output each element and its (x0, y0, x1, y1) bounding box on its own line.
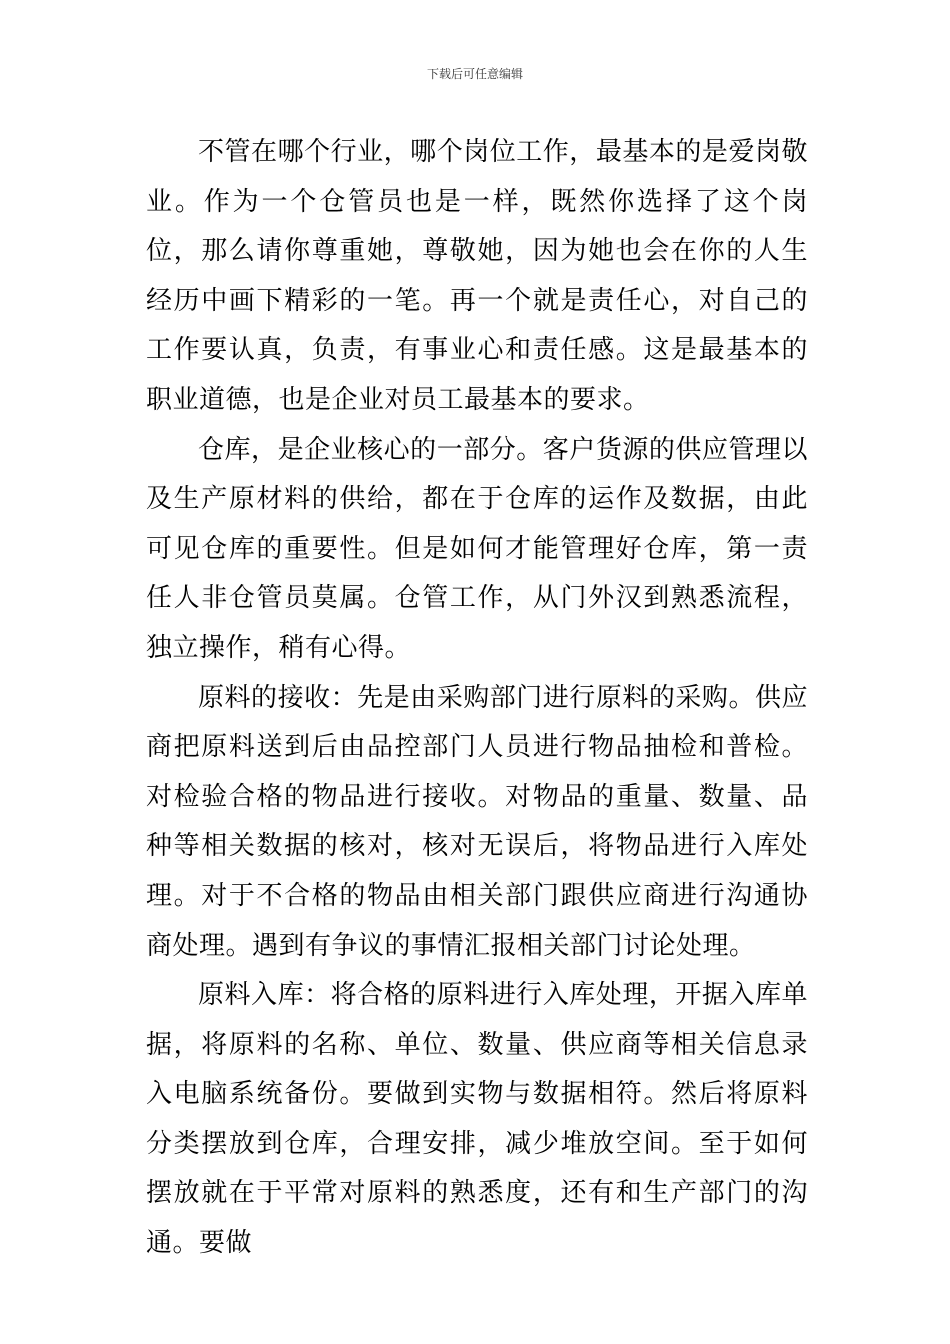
document-body (146, 128, 808, 1269)
paragraph-material-receiving: 原料的接收：先是由采购部门进行原料的采购。供应商把原料送到后由品控部门人员进行物品抽检和普检。对检验合格的物品进行接收。对物品的重量、数量、品种等相关数据的核对，核对无误后，将物品进行入库处理。对于不合格的物品由相关部门跟供应商进行沟通协商处理。遇到有争议的事情汇报相关部门讨论处理。 (146, 682, 808, 961)
paragraph-work-ethic: 不管在哪个行业，哪个岗位工作，最基本的是爱岗敬业。作为一个仓管员也是一样，既然你选择了这个岗位，那么请你尊重她，尊敬她，因为她也会在你的人生经历中画下精彩的一笔。再一个就是责任心，对自己的工作要认真，负责，有事业心和责任感。这是最基本的职业道德，也是企业对员工最基本的要求。 (146, 137, 808, 415)
paragraph-warehouse-importance: 仓库，是企业核心的一部分。客户货源的供应管理以及生产原材料的供给，都在于仓库的运作及数据，由此可见仓库的重要性。但是如何才能管理好仓库，第一责任人非仓管员莫属。仓管工作，从门外汉到熟悉流程，独立操作，稍有心得。 (146, 434, 808, 663)
paragraph-material-storage: 原料入库：将合格的原料进行入库处理，开据入库单据，将原料的名称、单位、数量、供应商等相关信息录入电脑系统备份。要做到实物与数据相符。然后将原料分类摆放到仓库，合理安排，减少堆放空间。至于如何摆放就在于平常对原料的熟悉度，还有和生产部门的沟通。要做 (146, 980, 808, 1259)
page-header: 下载后可任意编辑 (426, 67, 523, 81)
